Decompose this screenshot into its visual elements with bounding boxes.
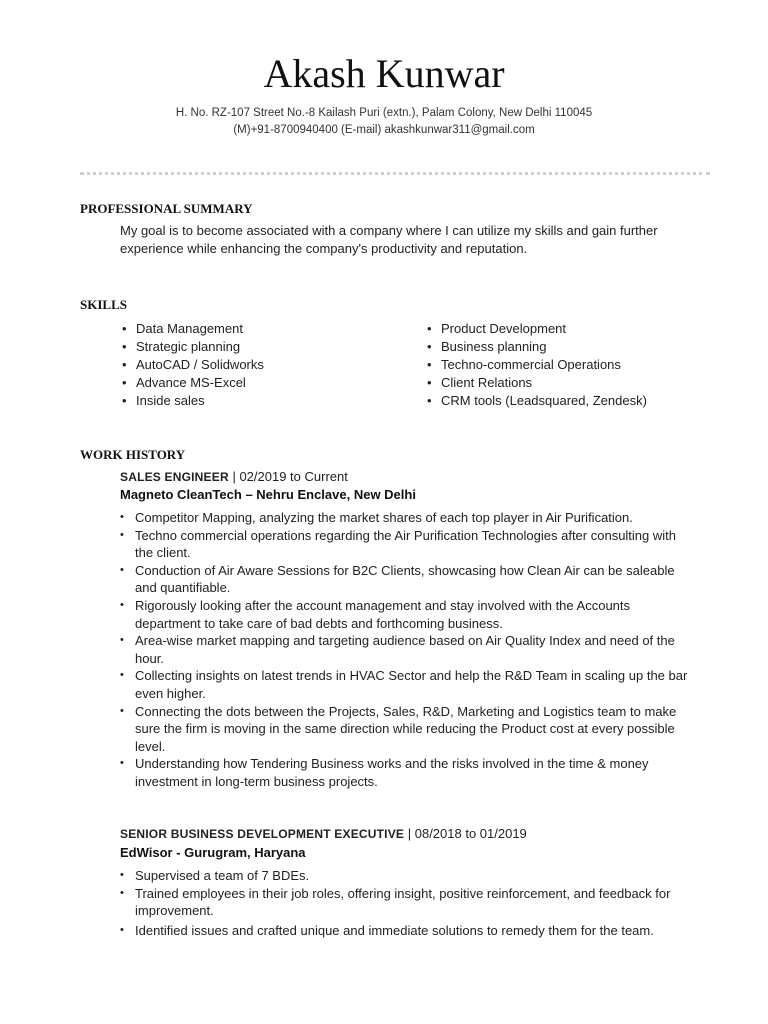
skill-item: • CRM tools (Leadsquared, Zendesk) [427, 392, 647, 410]
skills-left-column [122, 320, 264, 410]
skill-item: • AutoCAD / Solidworks [122, 356, 264, 374]
skill-item: • Inside sales [122, 392, 264, 410]
skill-item: • Product Development [427, 320, 647, 338]
job-dates: | 02/2019 to Current [232, 469, 348, 484]
job-title: SENIOR BUSINESS DEVELOPMENT EXECUTIVE [120, 827, 405, 841]
skill-item: • Techno-commercial Operations [427, 356, 647, 374]
duty-item: • Connecting the dots between the Projects, Sales, R&D, Marketing and Logistics team to make sure the firm is moving in the same direction while reducing the Product cost at every possible level. [120, 703, 690, 756]
skill-item: • Business planning [427, 338, 647, 356]
job-title-line [120, 826, 527, 841]
address-line: H. No. RZ-107 Street No.-8 Kailash Puri (extn.), Palam Colony, New Delhi 110045 [175, 107, 593, 119]
skill-item: • Advance MS-Excel [122, 374, 264, 392]
duty-item: • Area-wise market mapping and targeting audience based on Air Quality Index and need of the hour. [120, 632, 690, 667]
duty-item: • Understanding how Tendering Business works and the risks involved in the time & money investment in long-term business projects. [120, 755, 690, 790]
header-divider [80, 172, 710, 175]
duty-item: • Techno commercial operations regarding the Air Purification Technologies after consulting with the client. [120, 527, 690, 562]
duty-item: • Identified issues and crafted unique and immediate solutions to remedy them for the team. [120, 922, 690, 940]
skill-item: • Strategic planning [122, 338, 264, 356]
job-dates: | 08/2018 to 01/2019 [407, 826, 527, 841]
duty-item: • Supervised a team of 7 BDEs. [120, 867, 690, 885]
duty-item: • Competitor Mapping, analyzing the market shares of each top player in Air Purification. [120, 509, 690, 527]
skill-item: • Client Relations [427, 374, 647, 392]
job-title-line [120, 469, 348, 484]
job-duties [120, 509, 690, 791]
duty-item: • Collecting insights on latest trends in HVAC Sector and help the R&D Team in scaling up the bar even higher. [120, 667, 690, 702]
work-history-heading: WORK HISTORY [80, 447, 186, 462]
job-duties [120, 867, 690, 939]
job-title: SALES ENGINEER [120, 470, 229, 484]
summary-text: My goal is to become associated with a company where I can utilize my skills and gain further experience while enhancing the company's productivity and reputation. [120, 223, 658, 256]
candidate-name: Akash Kunwar [263, 51, 505, 96]
duty-item: • Conduction of Air Aware Sessions for B2C Clients, showcasing how Clean Air can be saleable and quantifiable. [120, 562, 690, 597]
skills-right-column [427, 320, 647, 410]
summary-heading: PROFESSIONAL SUMMARY [80, 201, 253, 216]
contact-line: (M)+91-8700940400 (E-mail) akashkunwar311@gmail.com [233, 124, 535, 136]
skills-heading: SKILLS [80, 297, 127, 312]
duty-item: • Trained employees in their job roles, offering insight, positive reinforcement, and feedback for improvement. [120, 885, 690, 920]
duty-item: • Rigorously looking after the account management and stay involved with the Accounts department to take care of bad debts and forthcoming business. [120, 597, 690, 632]
job-company: Magneto CleanTech – Nehru Enclave, New Delhi [120, 487, 416, 502]
skill-item: • Data Management [122, 320, 264, 338]
job-company: EdWisor - Gurugram, Haryana [120, 845, 306, 860]
